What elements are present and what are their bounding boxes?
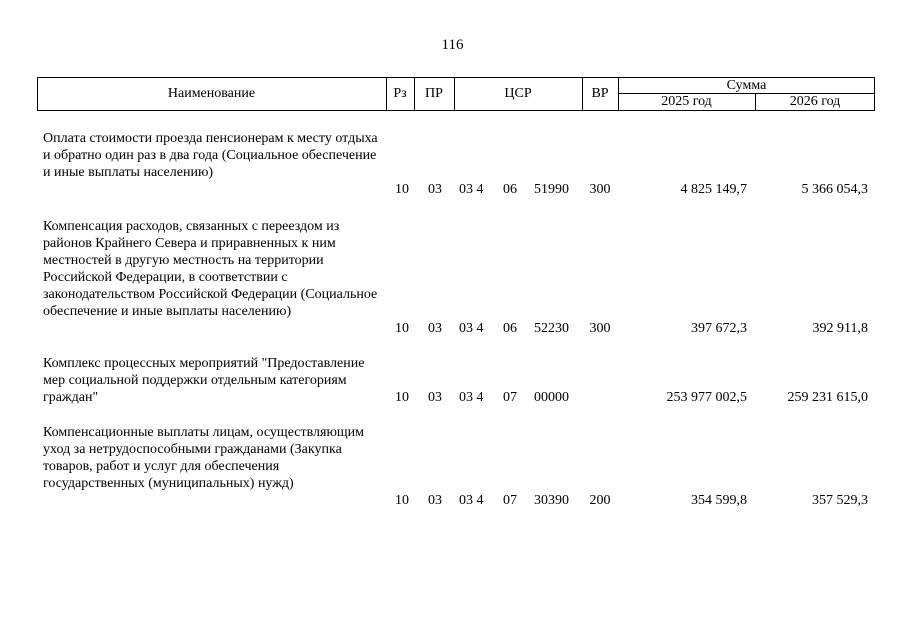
header-vr: ВР bbox=[591, 86, 609, 101]
row-sum-2026: 259 231 615,0 bbox=[787, 390, 868, 405]
row-sum-2026: 357 529,3 bbox=[812, 493, 868, 508]
row-csr-program: 03 4 bbox=[459, 493, 484, 508]
row-sum-2025: 397 672,3 bbox=[691, 321, 747, 336]
row-csr-subprogram: 06 bbox=[503, 182, 517, 197]
row-pr: 03 bbox=[428, 182, 442, 197]
row-csr-program: 03 4 bbox=[459, 321, 484, 336]
header-csr: ЦСР bbox=[504, 86, 532, 101]
row-name: Оплата стоимости проезда пенсионерам к месту отдыха и обратно один раз в два года (Социальное обеспечение и иные выплаты населению) bbox=[43, 131, 378, 180]
row-sum-2025: 354 599,8 bbox=[691, 493, 747, 508]
row-name: Компенсационные выплаты лицам, осуществляющим уход за нетрудоспособными гражданами (Закупка товаров, работ и услуг для обеспечения государственных (муниципальных) нужд) bbox=[43, 425, 365, 491]
row-vr: 200 bbox=[589, 493, 611, 508]
row-csr-subprogram: 07 bbox=[503, 390, 517, 405]
row-vr: 300 bbox=[589, 321, 611, 336]
row-sum-2026: 5 366 054,3 bbox=[801, 182, 868, 197]
row-rz: 10 bbox=[395, 390, 409, 405]
header-sum: Сумма bbox=[726, 78, 767, 93]
row-csr-code: 30390 bbox=[534, 493, 569, 508]
page-number: 116 bbox=[441, 37, 464, 53]
header-name: Наименование bbox=[167, 86, 256, 101]
row-csr-code: 51990 bbox=[534, 182, 569, 197]
row-csr-code: 00000 bbox=[534, 390, 569, 405]
row-pr: 03 bbox=[428, 390, 442, 405]
row-csr-subprogram: 06 bbox=[503, 321, 517, 336]
row-sum-2025: 4 825 149,7 bbox=[680, 182, 747, 197]
header-year-2025: 2025 год bbox=[661, 94, 712, 109]
row-name: Компенсация расходов, связанных с переездом из районов Крайнего Севера и приравненных к ним местностей в другую местность на территории Российской Федерации, в соответствии с законодательством Российской Федерации (Социальное обеспечение и иные выплаты населению) bbox=[43, 219, 378, 319]
header-year-2026: 2026 год bbox=[789, 94, 841, 109]
row-csr-program: 03 4 bbox=[459, 182, 484, 197]
row-pr: 03 bbox=[428, 321, 442, 336]
row-csr-subprogram: 07 bbox=[503, 493, 517, 508]
row-name: Комплекс процессных мероприятий "Предоставление мер социальной поддержки отдельным категориям граждан" bbox=[43, 356, 365, 405]
row-vr: 300 bbox=[589, 182, 611, 197]
row-rz: 10 bbox=[395, 493, 409, 508]
row-rz: 10 bbox=[395, 321, 409, 336]
row-rz: 10 bbox=[395, 182, 409, 197]
row-csr-program: 03 4 bbox=[459, 390, 484, 405]
header-pr: ПР bbox=[425, 86, 443, 101]
row-sum-2025: 253 977 002,5 bbox=[666, 390, 747, 405]
table-header bbox=[37, 77, 875, 111]
row-csr-code: 52230 bbox=[534, 321, 569, 336]
header-rz: Рз bbox=[393, 86, 407, 101]
row-pr: 03 bbox=[428, 493, 442, 508]
row-sum-2026: 392 911,8 bbox=[812, 321, 868, 336]
